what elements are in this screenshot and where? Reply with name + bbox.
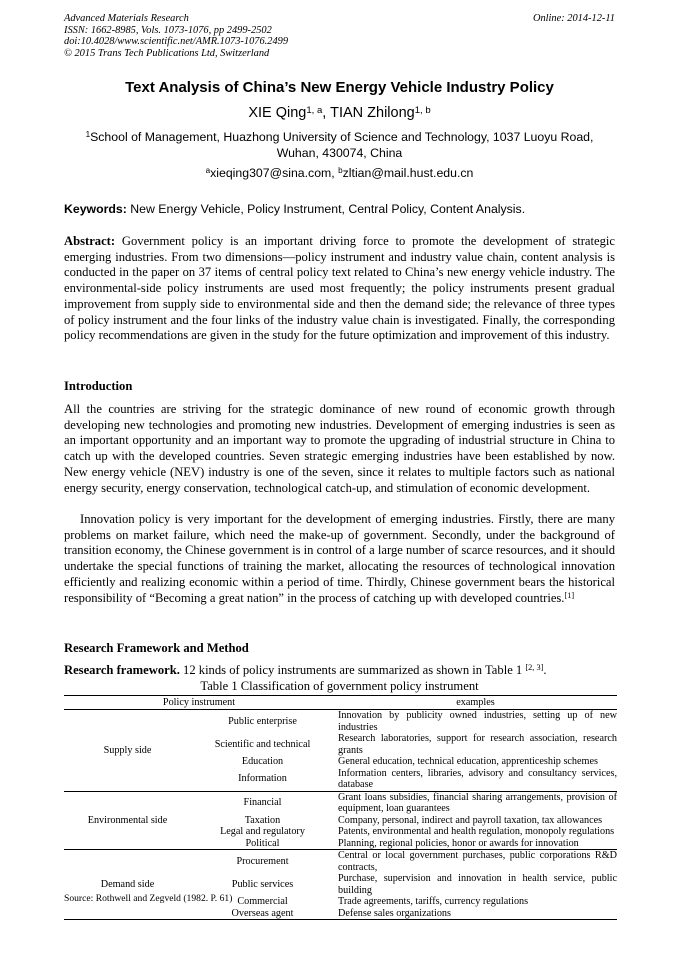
- doi-line: doi:10.4028/www.scientific.net/AMR.1073-1076.2499: [64, 36, 289, 48]
- instrument-type: Political: [191, 838, 334, 850]
- author-separator: ,: [322, 105, 331, 121]
- framework-text: 12 kinds of policy instruments are summarized as shown in Table 1: [179, 663, 526, 677]
- instrument-examples: Company, personal, indirect and payroll taxation, tax allowances: [338, 814, 603, 826]
- framework-end: .: [543, 663, 547, 677]
- policy-instrument-table: [64, 695, 617, 920]
- affiliation-sup: 1: [85, 130, 91, 140]
- table-row: [64, 791, 617, 815]
- instrument-examples: General education, technical education, apprenticeship schemes: [338, 756, 598, 767]
- table-caption: Table 1 Classification of government policy instrument: [200, 679, 479, 693]
- group-supply-side: Supply side: [64, 710, 191, 792]
- table-header-examples: examples: [334, 696, 617, 710]
- framework-paragraph: [64, 663, 615, 679]
- citation-1[interactable]: [1]: [564, 590, 575, 600]
- group-environmental-side: Environmental side: [64, 791, 191, 850]
- table-source: Source: Rothwell and Zegveld (1982. P. 61): [64, 893, 233, 904]
- email-a-sup: a: [205, 166, 211, 176]
- framework-heading: Research Framework and Method: [64, 641, 249, 655]
- issn-line: ISSN: 1662-8985, Vols. 1073-1076, pp 2499-2502: [64, 24, 272, 36]
- affiliation: [64, 130, 615, 161]
- paper-title: Text Analysis of China’s New Energy Vehicle Industry Policy: [125, 79, 554, 96]
- introduction-paragraph-2-text: Innovation policy is very important for the development of emerging industries. Firstly, there are many problems on market failure, which need the make-up of government. Secondly, under the background of transition economy, the Chinese government is in control of a large number of scarce resources, and it should undertake the special functions of training the market, allocating the resources of technological innovation efficiently and realizing economic within a period of time. Thirdly, Chinese government bears the historical responsibility of “Becoming a great nation” in the process of catching up with developed countries.: [64, 512, 615, 605]
- copyright-line: © 2015 Trans Tech Publications Ltd, Switzerland: [64, 47, 270, 59]
- author-2-name: TIAN Zhilong: [330, 105, 415, 121]
- abstract-text: Government policy is an important driving force to promote the development of strategic emerging industries. From two dimensions—policy instrument and industry value chain, content analysis is conducted in the paper on 37 items of central policy text related to China’s new energy vehicle industry. The environmental-side policy instruments are used most frequently; the policy instruments present gradual improvement from supply side to environmental side and then the demand side; the relevance of three types of policy instrument and the four links of the industry value chain is investigated. Finally, the corresponding policy recommendations are given in the study for the future optimization and improvement of this industry.: [64, 234, 615, 343]
- table-row: [64, 710, 617, 734]
- citation-2-3[interactable]: [2, 3]: [525, 663, 544, 673]
- online-date: Online: 2014-12-11: [532, 13, 615, 24]
- instrument-type: Public enterprise: [228, 715, 297, 727]
- instrument-type: Procurement: [236, 855, 289, 867]
- instrument-type: Legal and regulatory: [220, 826, 305, 837]
- instrument-type: Taxation: [244, 814, 281, 826]
- author-2-sup: 1, b: [414, 104, 431, 116]
- affiliation-line-1: School of Management, Huazhong University of Science and Technology, 1037 Luoyu Road,: [90, 130, 594, 144]
- affiliation-line-2: Wuhan, 430074, China: [276, 145, 403, 160]
- abstract-label: Abstract:: [64, 234, 116, 248]
- instrument-examples: Research laboratories, support for research association, research grants: [338, 733, 617, 756]
- instrument-examples: Information centers, libraries, advisory and consultancy services, database: [334, 768, 617, 792]
- keywords-text: New Energy Vehicle, Policy Instrument, Central Policy, Content Analysis.: [126, 202, 526, 216]
- journal-header: [64, 13, 615, 59]
- author-1-sup: 1, a: [306, 104, 323, 116]
- introduction-heading: Introduction: [64, 379, 133, 393]
- instrument-examples: Planning, regional policies, honor or awards for innovation: [334, 838, 617, 850]
- instrument-examples: Innovation by publicity owned industries, setting up of new industries: [338, 710, 617, 733]
- email-separator: ,: [331, 166, 339, 180]
- instrument-type: Commercial: [237, 896, 288, 907]
- instrument-type: Education: [241, 756, 284, 767]
- email-a[interactable]: xieqing307@sina.com: [210, 166, 332, 180]
- instrument-type: Information: [191, 768, 334, 792]
- abstract: [64, 234, 615, 344]
- instrument-type: Overseas agent: [191, 908, 334, 920]
- author-line: [64, 104, 615, 122]
- table-header-policy-instrument: Policy instrument: [64, 696, 334, 710]
- instrument-examples: Central or local government purchases, public corporations R&D contracts,: [338, 850, 617, 873]
- instrument-examples: Grant loans subsidies, financial sharing arrangements, provision of equipment, loan guarantees: [338, 791, 617, 814]
- introduction-paragraph-1: All the countries are striving for the strategic dominance of new round of economic growth through developing new technologies and promoting new industries. Development of emerging industries is seen as an important opportunity and an important way to promote the upgrading of industrial structure in China to catch up with the developed countries. Seven strategic emerging industries have been established by now. New energy vehicle (NEV) industry is one of the seven, since it relates to multiple factors such as national energy security, energy conservation, technological catch-up, and stimulation of economic development.: [64, 402, 615, 495]
- group-demand-side: Demand side: [64, 850, 191, 920]
- keywords-label: Keywords:: [64, 202, 127, 216]
- framework-sub-label: Research framework.: [64, 663, 180, 677]
- table-row: [64, 850, 617, 874]
- table-header-row: [64, 696, 617, 710]
- instrument-examples: Patents, environmental and health regulation, monopoly regulations: [338, 826, 615, 837]
- keywords: [64, 202, 615, 217]
- author-1-name: XIE Qing: [248, 105, 307, 121]
- instrument-type: Scientific and technical: [214, 738, 311, 750]
- instrument-examples: Purchase, supervision and innovation in health service, public building: [338, 873, 617, 896]
- email-b[interactable]: zltian@mail.hust.edu.cn: [342, 166, 474, 180]
- journal-name: Advanced Materials Research: [64, 13, 189, 24]
- introduction-paragraph-2: [64, 512, 615, 606]
- instrument-type: Public services: [231, 878, 294, 890]
- instrument-examples: Trade agreements, tariffs, currency regulations: [338, 896, 529, 907]
- email-b-sup: b: [338, 166, 343, 176]
- email-line: [64, 166, 615, 181]
- instrument-examples: Defense sales organizations: [334, 908, 617, 920]
- instrument-type: Financial: [243, 797, 282, 809]
